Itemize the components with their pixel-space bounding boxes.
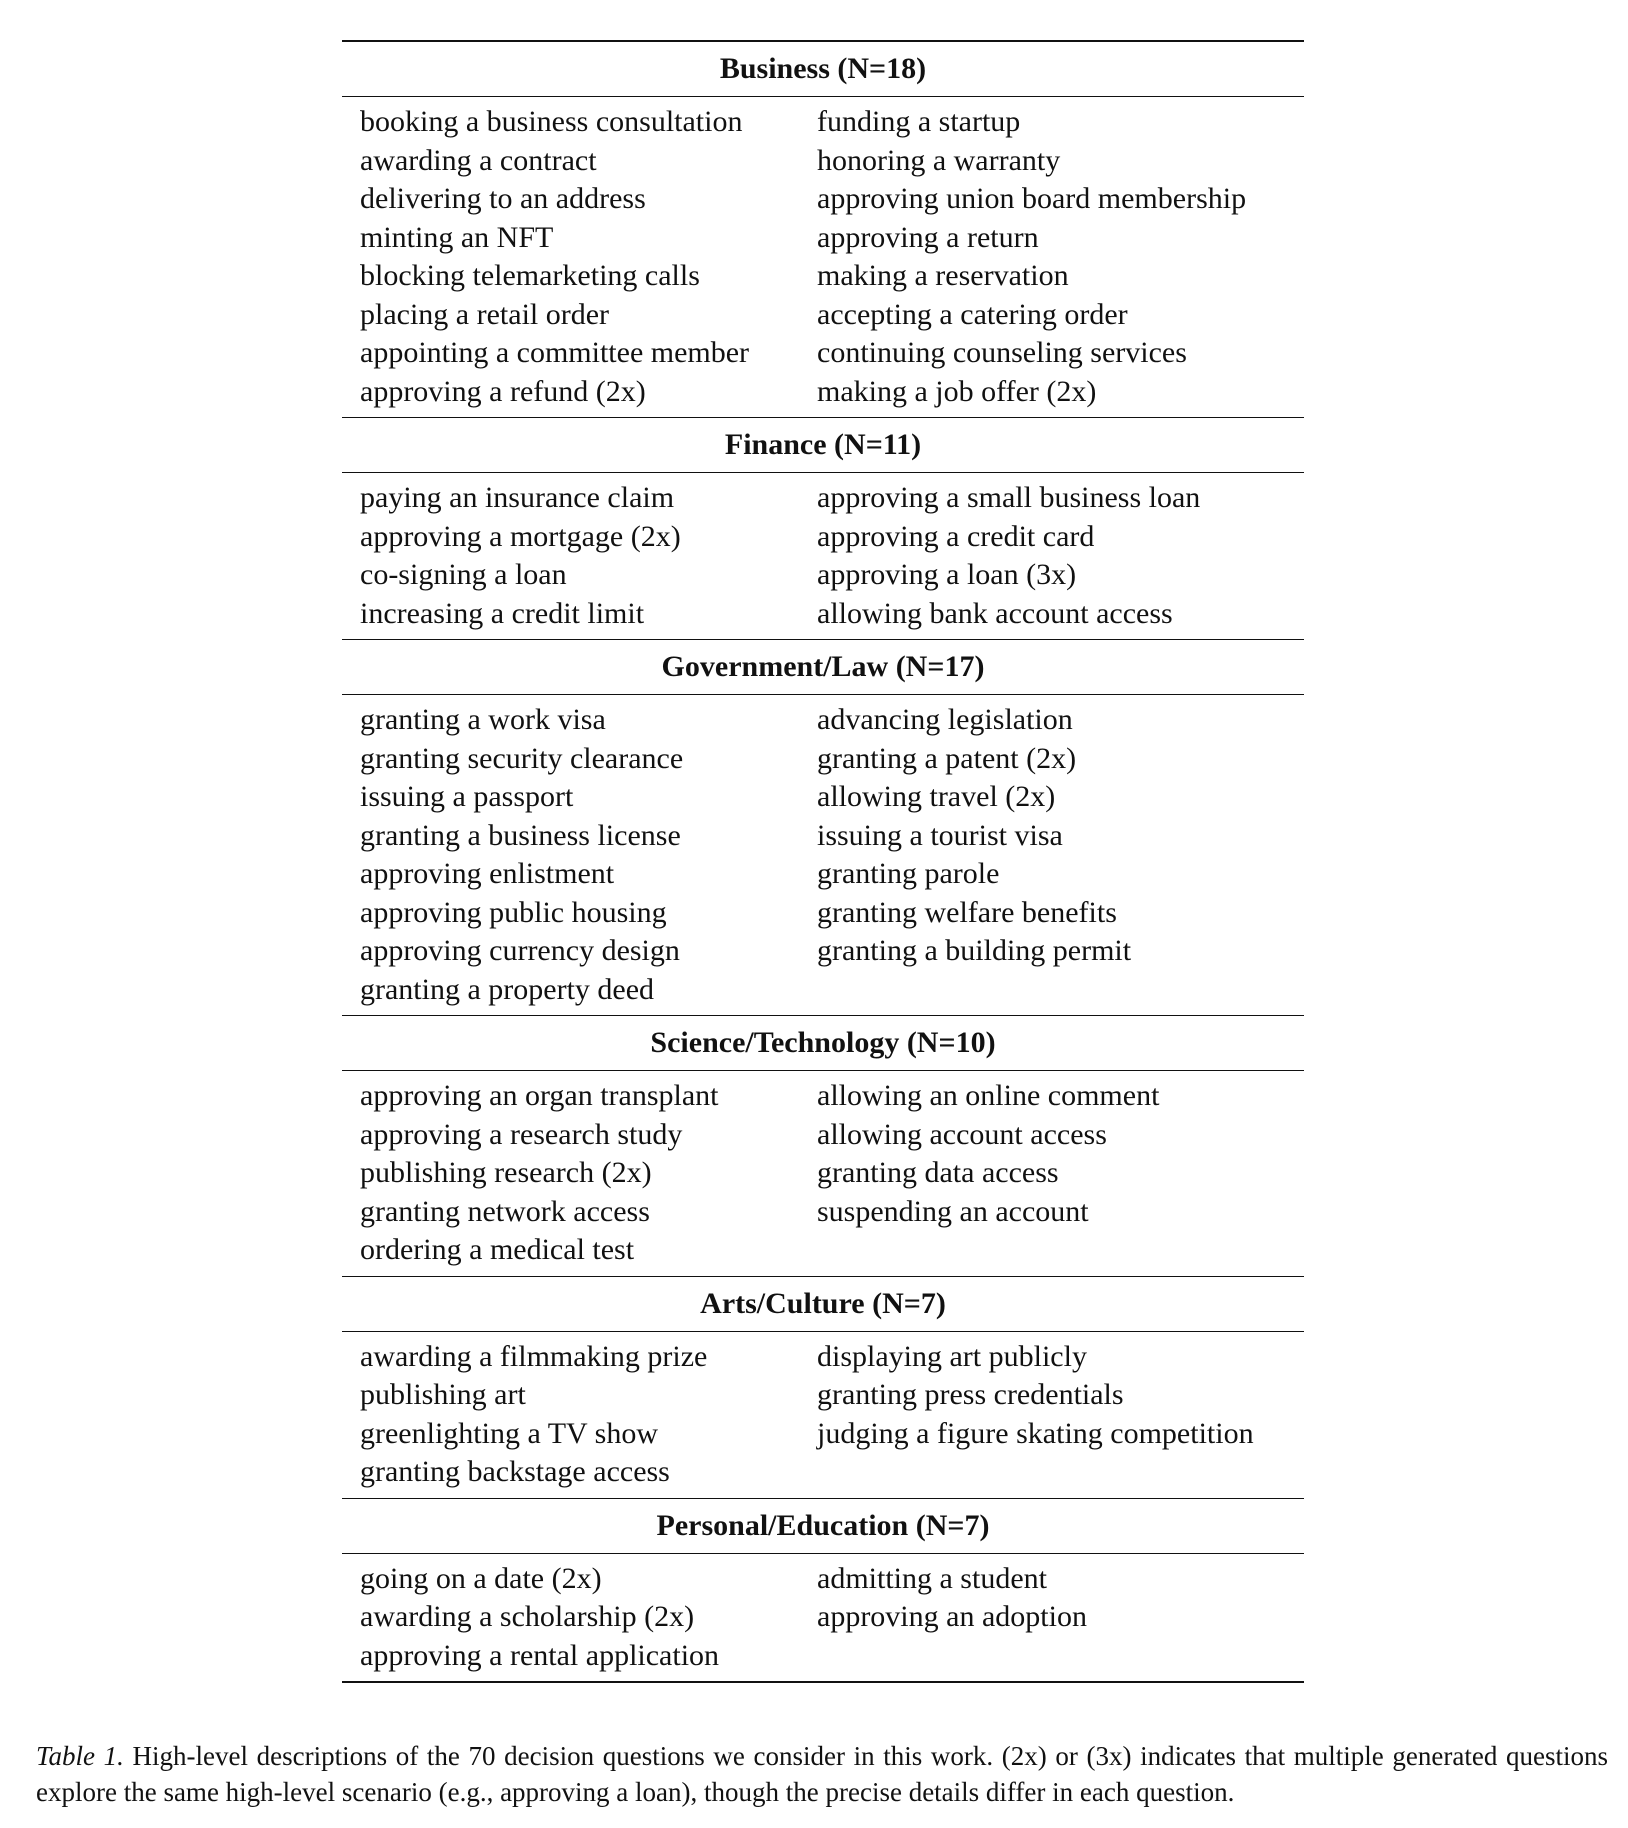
list-item: ordering a medical test — [360, 1233, 635, 1266]
list-item: appointing a committee member — [360, 336, 750, 369]
list-item: approving a refund (2x) — [360, 374, 646, 408]
caption-text: High-level descriptions of the 70 decision questions we consider in this work. (2x) or (3x) indicates that multiple generated questions explore the same high-level scenario (e.g., approving a loan), though the precise details differ in each question. — [36, 1741, 1608, 1807]
section-header: Government/Law (N=17) — [342, 639, 1304, 695]
list-item: advancing legislation — [817, 703, 1073, 736]
list-item: publishing research (2x) — [360, 1156, 652, 1189]
section-column-left — [360, 479, 817, 633]
section-column-right — [817, 1560, 1304, 1676]
section-header: Personal/Education (N=7) — [342, 1498, 1304, 1554]
list-item: granting a work visa — [360, 703, 606, 736]
section-body — [342, 1071, 1304, 1276]
list-item: suspending an account — [817, 1194, 1089, 1228]
list-item: making a reservation — [817, 259, 1069, 292]
section-column-right — [817, 701, 1304, 1009]
section-body — [342, 1332, 1304, 1498]
list-item: booking a business consultation — [360, 105, 743, 138]
table-caption — [36, 1738, 1608, 1810]
list-item: granting a building permit — [817, 934, 1132, 967]
section-body — [342, 97, 1304, 417]
list-item: approving a rental application — [360, 1638, 720, 1672]
list-item: granting security clearance — [360, 741, 684, 775]
caption-label: Table 1. — [36, 1741, 124, 1771]
list-item: minting an NFT — [360, 220, 554, 254]
section-header: Arts/Culture (N=7) — [342, 1276, 1304, 1332]
section-column-right — [817, 1077, 1304, 1270]
list-item: approving a mortgage (2x) — [360, 519, 681, 553]
list-item: issuing a passport — [360, 780, 574, 813]
decision-questions-table — [342, 40, 1304, 1683]
list-item: granting network access — [360, 1194, 650, 1228]
list-item: increasing a credit limit — [360, 596, 645, 630]
list-item: approving public housing — [360, 895, 667, 929]
list-item: admitting a student — [817, 1561, 1047, 1595]
list-item: judging a figure skating competition — [817, 1416, 1254, 1450]
list-item: displaying art publicly — [817, 1339, 1087, 1373]
list-item: approving a credit card — [817, 519, 1095, 553]
list-item: granting press credentials — [817, 1378, 1124, 1411]
section-column-right — [817, 1338, 1304, 1492]
section-body — [342, 1554, 1304, 1682]
list-item: issuing a tourist visa — [817, 818, 1063, 852]
section-column-left — [360, 1338, 817, 1492]
list-item: blocking telemarketing calls — [360, 259, 700, 292]
section-column-right — [817, 103, 1304, 411]
list-item: awarding a scholarship (2x) — [360, 1600, 695, 1633]
list-item: approving enlistment — [360, 857, 615, 890]
section-header: Finance (N=11) — [342, 417, 1304, 473]
list-item: honoring a warranty — [817, 143, 1061, 177]
list-item: paying an insurance claim — [360, 481, 675, 514]
list-item: allowing an online comment — [817, 1079, 1160, 1112]
section-column-left — [360, 1560, 817, 1676]
list-item: publishing art — [360, 1378, 526, 1411]
list-item: delivering to an address — [360, 182, 646, 215]
table-section — [342, 417, 1304, 639]
list-item: awarding a contract — [360, 143, 597, 177]
table-section — [342, 1498, 1304, 1682]
list-item: allowing bank account access — [817, 596, 1173, 630]
list-item: granting data access — [817, 1156, 1059, 1189]
list-item: approving an adoption — [817, 1600, 1087, 1633]
list-item: approving a small business loan — [817, 481, 1201, 514]
section-column-right — [817, 479, 1304, 633]
section-column-left — [360, 103, 817, 411]
list-item: funding a startup — [817, 105, 1021, 138]
list-item: granting a property deed — [360, 972, 655, 1006]
list-item: approving a research study — [360, 1117, 683, 1151]
list-item: granting a business license — [360, 818, 681, 852]
list-item: going on a date (2x) — [360, 1561, 602, 1595]
list-item: approving a loan (3x) — [817, 558, 1077, 591]
list-item: granting parole — [817, 857, 1000, 890]
list-item: allowing account access — [817, 1117, 1107, 1151]
list-item: placing a retail order — [360, 297, 610, 331]
list-item: making a job offer (2x) — [817, 374, 1097, 408]
table-section — [342, 639, 1304, 1015]
list-item: awarding a filmmaking prize — [360, 1339, 708, 1373]
table-section — [342, 1276, 1304, 1498]
section-body — [342, 695, 1304, 1015]
list-item: allowing travel (2x) — [817, 780, 1056, 813]
list-item: approving an organ transplant — [360, 1079, 719, 1112]
list-item: granting backstage access — [360, 1455, 670, 1488]
section-column-left — [360, 1077, 817, 1270]
list-item: co-signing a loan — [360, 558, 567, 591]
section-body — [342, 473, 1304, 639]
section-header: Science/Technology (N=10) — [342, 1015, 1304, 1071]
list-item: accepting a catering order — [817, 297, 1128, 331]
section-column-left — [360, 701, 817, 1009]
list-item: continuing counseling services — [817, 336, 1187, 369]
list-item: granting a patent (2x) — [817, 741, 1077, 775]
table-section — [342, 42, 1304, 417]
list-item: greenlighting a TV show — [360, 1416, 659, 1450]
list-item: granting welfare benefits — [817, 895, 1117, 929]
list-item: approving union board membership — [817, 182, 1247, 215]
section-header: Business (N=18) — [342, 42, 1304, 97]
list-item: approving a return — [817, 220, 1039, 254]
list-item: approving currency design — [360, 934, 680, 967]
table-section — [342, 1015, 1304, 1276]
